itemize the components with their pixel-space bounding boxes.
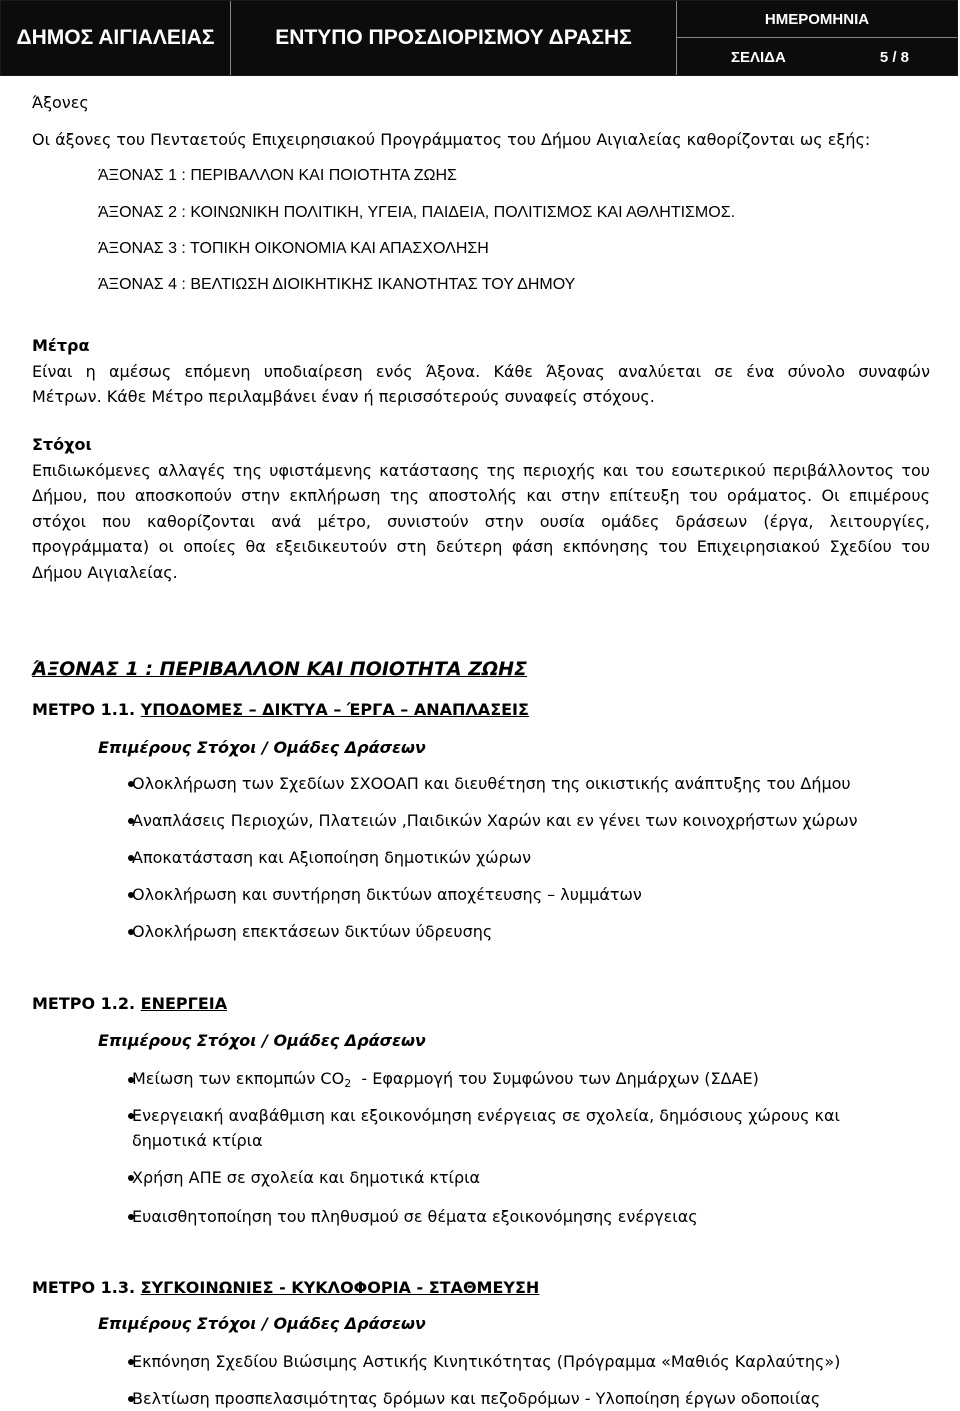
measure-1-1-item-2: Αναπλάσεις Περιοχών, Πλατειών ,Παιδικών Χαρών και εν γένει των κοινοχρήστων χώρων — [132, 811, 858, 830]
page-info — [677, 38, 957, 75]
measures-line-1: Είναι η αμέσως επόμενη υποδιαίρεση ενός Άξονα. Κάθε Άξονας αναλύεται σε ένα σύνολο συναφών — [32, 362, 930, 381]
measure-1-1-prefix: ΜΕΤΡΟ 1.1. — [32, 700, 141, 719]
measure-1-2-item-2-line-1: Ενεργειακή αναβάθμιση και εξοικονόμηση ενέργειας σε σχολεία, δημόσιους χώρους και — [132, 1106, 840, 1125]
measures-heading: Μέτρα — [32, 336, 90, 355]
measure-1-1-heading — [32, 700, 529, 720]
measure-1-3-item-2: Βελτίωση προσπελασιμότητας δρόμων και πεζοδρόμων - Υλοποίηση έργων οδοποιίας — [132, 1389, 821, 1408]
goals-line-3: στόχοι που καθορίζονται ανά μέτρο, συνιστούν στην ουσία ομάδες δράσεων (έργα, λειτουργίες, — [32, 512, 930, 531]
goals-line-5: Δήμου Αιγιαλείας. — [32, 563, 178, 582]
header-meta — [677, 1, 959, 75]
measure-1-1-item-4: Ολοκλήρωση και συντήρηση δικτύων αποχέτευσης – λυμμάτων — [132, 885, 642, 904]
measure-1-2-item-1-b: - Εφαρμογή του Συμφώνου των Δημάρχων (ΣΔΑΕ) — [351, 1069, 759, 1088]
measure-1-2-item-1 — [132, 1069, 759, 1094]
measure-1-2-heading — [32, 994, 227, 1014]
axis-item-3: ΆΞΟΝΑΣ 3 : ΤΟΠΙΚΗ ΟΙΚΟΝΟΜΙΑ ΚΑΙ ΑΠΑΣΧΟΛΗΣΗ — [98, 240, 489, 257]
measure-1-3-heading — [32, 1278, 539, 1298]
axis1-title: ΆΞΟΝΑΣ 1 : ΠΕΡΙΒΑΛΛΟΝ ΚΑΙ ΠΟΙΟΤΗΤΑ ΖΩΗΣ — [32, 658, 528, 680]
measure-1-3-subtitle: Επιμέρους Στόχοι / Ομάδες Δράσεων — [98, 1314, 426, 1333]
measure-1-3-name: ΣΥΓΚΟΙΝΩΝΙΕΣ - ΚΥΚΛΟΦΟΡΙΑ - ΣΤΑΘΜΕΥΣΗ — [140, 1278, 540, 1297]
page-number: 5 / 8 — [879, 49, 909, 66]
goals-line-2: Δήμου, που αποσκοπούν στην εκπλήρωση της αποστολής και στην επίτευξη του οράματος. Οι επιμέρους — [32, 486, 930, 505]
measure-1-3-item-1: Εκπόνηση Σχεδίου Βιώσιμης Αστικής Κινητικότητας (Πρόγραμμα «Μαθιός Καρλαύτης») — [132, 1352, 841, 1371]
measure-1-1-item-5: Ολοκλήρωση επεκτάσεων δικτύων ύδρευσης — [132, 922, 493, 941]
page-label: ΣΕΛΙΔΑ — [731, 49, 786, 66]
measure-1-1-name: ΥΠΟΔΟΜΕΣ – ΔΙΚΤΥΑ – ΈΡΓΑ – ΑΝΑΠΛΑΣΕΙΣ — [140, 700, 529, 719]
measure-1-2-name: ΕΝΕΡΓΕΙΑ — [140, 994, 228, 1013]
measures-line-2: Μέτρων. Κάθε Μέτρο περιλαμβάνει έναν ή περισσότερούς συναφείς στόχους. — [32, 387, 655, 406]
goals-line-1: Επιδιωκόμενες αλλαγές της υφιστάμενης κατάστασης της περιοχής και του εσωτερικού περιβάλλοντος του — [32, 461, 930, 480]
measure-1-1-subtitle: Επιμέρους Στόχοι / Ομάδες Δράσεων — [98, 738, 426, 757]
municipality-name: ΔΗΜΟΣ ΑΙΓΙΑΛΕΙΑΣ — [1, 1, 231, 75]
measure-1-2-prefix: ΜΕΤΡΟ 1.2. — [32, 994, 141, 1013]
measure-1-2-item-1-a: Μείωση των εκπομπών CO — [132, 1069, 345, 1088]
measure-1-2-item-4: Ευαισθητοποίηση του πληθυσμού σε θέματα εξοικονόμησης ενέργειας — [132, 1207, 698, 1226]
measure-1-2-subtitle: Επιμέρους Στόχοι / Ομάδες Δράσεων — [98, 1031, 426, 1050]
document-header — [0, 0, 958, 76]
axis-item-4: ΆΞΟΝΑΣ 4 : ΒΕΛΤΙΩΣΗ ΔΙΟΙΚΗΤΙΚΗΣ ΙΚΑΝΟΤΗΤΑΣ ΤΟΥ ΔΗΜΟΥ — [98, 276, 576, 293]
date-label: ΗΜΕΡΟΜΗΝΙΑ — [677, 1, 957, 38]
axes-heading: Άξονες — [32, 93, 89, 112]
goals-heading: Στόχοι — [32, 435, 92, 454]
axis-item-2: ΆΞΟΝΑΣ 2 : ΚΟΙΝΩΝΙΚΗ ΠΟΛΙΤΙΚΗ, ΥΓΕΙΑ, ΠΑΙΔΕΙΑ, ΠΟΛΙΤΙΣΜΟΣ ΚΑΙ ΑΘΛΗΤΙΣΜΟΣ. — [98, 204, 736, 221]
measure-1-2-item-3: Χρήση ΑΠΕ σε σχολεία και δημοτικά κτίρια — [132, 1168, 481, 1187]
measure-1-2-item-1-sub: 2 — [344, 1077, 352, 1090]
measure-1-2-item-2-line-2: δημοτικά κτίρια — [132, 1131, 263, 1150]
axis-item-1: ΆΞΟΝΑΣ 1 : ΠΕΡΙΒΑΛΛΟΝ ΚΑΙ ΠΟΙΟΤΗΤΑ ΖΩΗΣ — [98, 167, 457, 184]
measure-1-3-prefix: ΜΕΤΡΟ 1.3. — [32, 1278, 141, 1297]
measure-1-1-item-3: Αποκατάσταση και Αξιοποίηση δημοτικών χώρων — [132, 848, 532, 867]
form-title: ΕΝΤΥΠΟ ΠΡΟΣΔΙΟΡΙΣΜΟΥ ΔΡΑΣΗΣ — [231, 1, 677, 75]
measure-1-1-item-1: Ολοκλήρωση των Σχεδίων ΣΧΟΟΑΠ και διευθέτηση της οικιστικής ανάπτυξης του Δήμου — [132, 774, 851, 793]
goals-line-4: προγράμματα) οι οποίες θα εξειδικευτούν στη δεύτερη φάση εκπόνησης του Επιχειρησιακού Σχεδίου του — [32, 537, 930, 556]
axes-intro: Οι άξονες του Πενταετούς Επιχειρησιακού Προγράμματος του Δήμου Αιγιαλείας καθορίζονται ως εξής: — [32, 130, 871, 149]
